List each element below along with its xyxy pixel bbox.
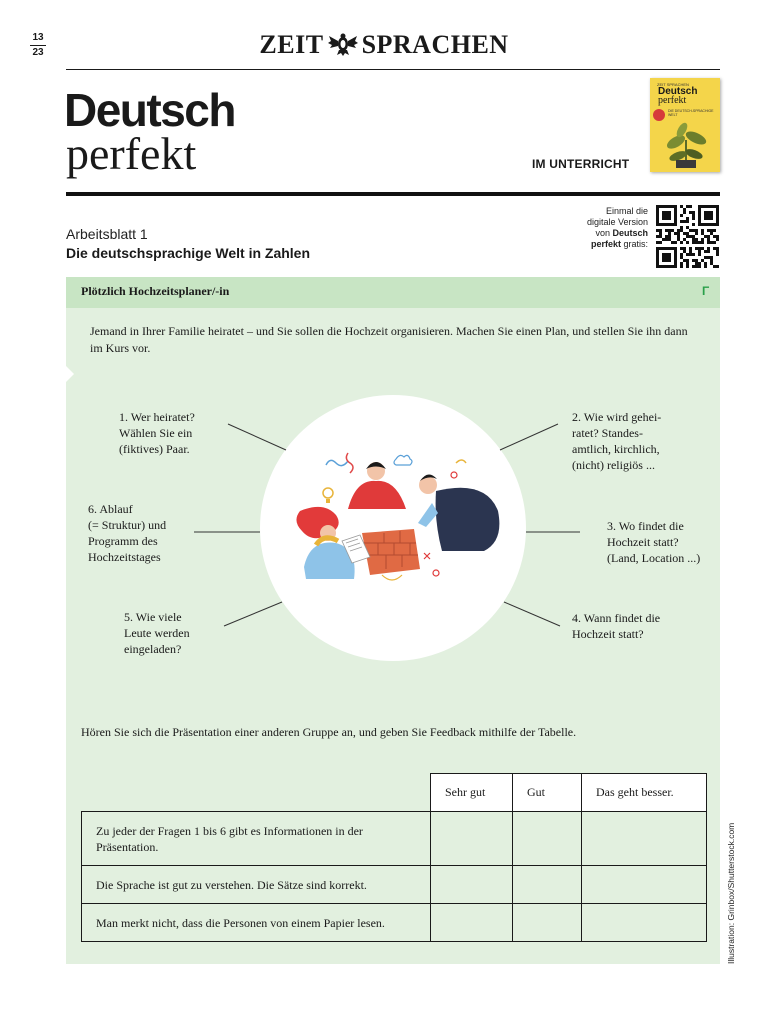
qr-code-icon[interactable] (656, 205, 719, 268)
digital-line-3-bold: Deutsch (612, 228, 648, 238)
magazine-cover (650, 78, 720, 172)
feedback-table (81, 773, 707, 942)
question-4 (572, 610, 660, 642)
table-cell-sehr-gut[interactable] (431, 904, 513, 942)
question-5-line: 5. Wie viele (124, 610, 182, 624)
cover-plant-illustration (658, 120, 714, 168)
section-corner-mark: Γ (702, 284, 710, 298)
question-6-line: Programm des (88, 534, 158, 548)
digital-line-2: digitale Version (586, 217, 648, 227)
question-4-line: Hochzeit statt? (572, 627, 644, 641)
cover-badge-text: DIE DEUTSCH-SPRACHIGE WELT (668, 109, 714, 117)
question-3 (607, 518, 700, 566)
table-row (82, 904, 707, 942)
question-5-line: Leute werden (124, 626, 190, 640)
panel-notch (66, 366, 74, 382)
digital-line-3-prefix: von (595, 228, 613, 238)
cover-title-perfekt: perfekt (658, 95, 687, 106)
question-2-line: ratet? Standes- (572, 426, 643, 440)
question-5 (124, 609, 190, 657)
digital-version-note (560, 206, 648, 250)
question-6 (88, 501, 166, 565)
connector-lines (180, 410, 580, 640)
question-2-line: (nicht) religiös ... (572, 458, 655, 472)
section-title: Plötzlich Hochzeitsplaner/-in (81, 284, 230, 298)
issue-number-bottom: 23 (32, 47, 44, 58)
table-cell-sehr-gut[interactable] (431, 866, 513, 904)
table-cell-besser[interactable] (582, 866, 707, 904)
issue-number-top: 13 (32, 32, 44, 43)
digital-line-4-suffix: gratis: (620, 239, 648, 249)
digital-line-1: Einmal die (605, 206, 648, 216)
table-cell-besser[interactable] (582, 904, 707, 942)
illustration-credit: Illustration: Grinbox/Shutterstock.com (726, 822, 736, 964)
logo-perfekt: perfekt (66, 128, 197, 179)
table-row (82, 866, 707, 904)
table-row (82, 812, 707, 866)
eagle-seal-icon (328, 32, 358, 63)
table-header-sehr-gut: Sehr gut (431, 774, 513, 812)
question-6-line: (= Struktur) und (88, 518, 167, 532)
logo-deutsch: Deutsch (64, 84, 235, 136)
question-2-line: 2. Wie wird gehei- (572, 410, 662, 424)
cover-masthead: ZEIT SPRACHEN (657, 82, 689, 87)
table-header-row (82, 774, 707, 812)
table-criterion: Man merkt nicht, dass die Personen von einem Papier lesen. (82, 904, 431, 942)
brand-left: ZEIT (259, 30, 324, 59)
question-1-line: Wählen Sie ein (119, 426, 193, 440)
cover-title-deutsch: Deutsch (658, 86, 698, 97)
question-2-line: amtlich, kirchlich, (572, 442, 660, 456)
table-header-gut: Gut (513, 774, 582, 812)
exercise-instructions: Jemand in Ihrer Familie heiratet – und Sie sollen die Hochzeit organisieren. Machen Sie einen Plan, und stellen Sie ihn dann im Kurs vor. (90, 324, 688, 355)
table-cell-gut[interactable] (513, 812, 582, 866)
brand-wordmark (0, 30, 768, 63)
question-1-line: 1. Wer heiratet? (119, 410, 195, 424)
question-1-line: (fiktives) Paar. (119, 442, 190, 456)
question-4-line: 4. Wann findet die (572, 611, 661, 625)
table-cell-gut[interactable] (513, 866, 582, 904)
table-header-besser: Das geht besser. (582, 774, 707, 812)
question-6-line: 6. Ablauf (88, 502, 133, 516)
question-6-line: Hochzeitstages (88, 550, 161, 564)
question-1 (119, 409, 195, 457)
question-5-line: eingeladen? (124, 642, 182, 656)
header-rule (66, 69, 720, 70)
digital-line-4-bold: perfekt (590, 239, 621, 249)
header-thick-rule (66, 192, 720, 196)
question-3-line: (Land, Location ...) (607, 551, 701, 565)
worksheet-title: Die deutschsprachige Welt in Zahlen (66, 245, 311, 261)
table-cell-sehr-gut[interactable] (431, 812, 513, 866)
table-criterion: Die Sprache ist gut zu verstehen. Die Sätze sind korrekt. (82, 866, 431, 904)
question-2 (572, 409, 661, 473)
feedback-instructions: Hören Sie sich die Präsentation einer anderen Gruppe an, und geben Sie Feedback mithilfe der Tabelle. (81, 725, 577, 739)
worksheet-label: Arbeitsblatt 1 (66, 226, 148, 242)
table-cell-gut[interactable] (513, 904, 582, 942)
table-criterion: Zu jeder der Fragen 1 bis 6 gibt es Informationen in der Präsentation. (82, 812, 431, 866)
table-cell-besser[interactable] (582, 812, 707, 866)
question-3-line: Hochzeit statt? (607, 535, 679, 549)
question-3-line: 3. Wo findet die (607, 519, 684, 533)
im-unterricht-label: IM UNTERRICHT (532, 157, 630, 171)
table-header-blank (82, 774, 431, 812)
brand-right: SPRACHEN (361, 30, 509, 59)
